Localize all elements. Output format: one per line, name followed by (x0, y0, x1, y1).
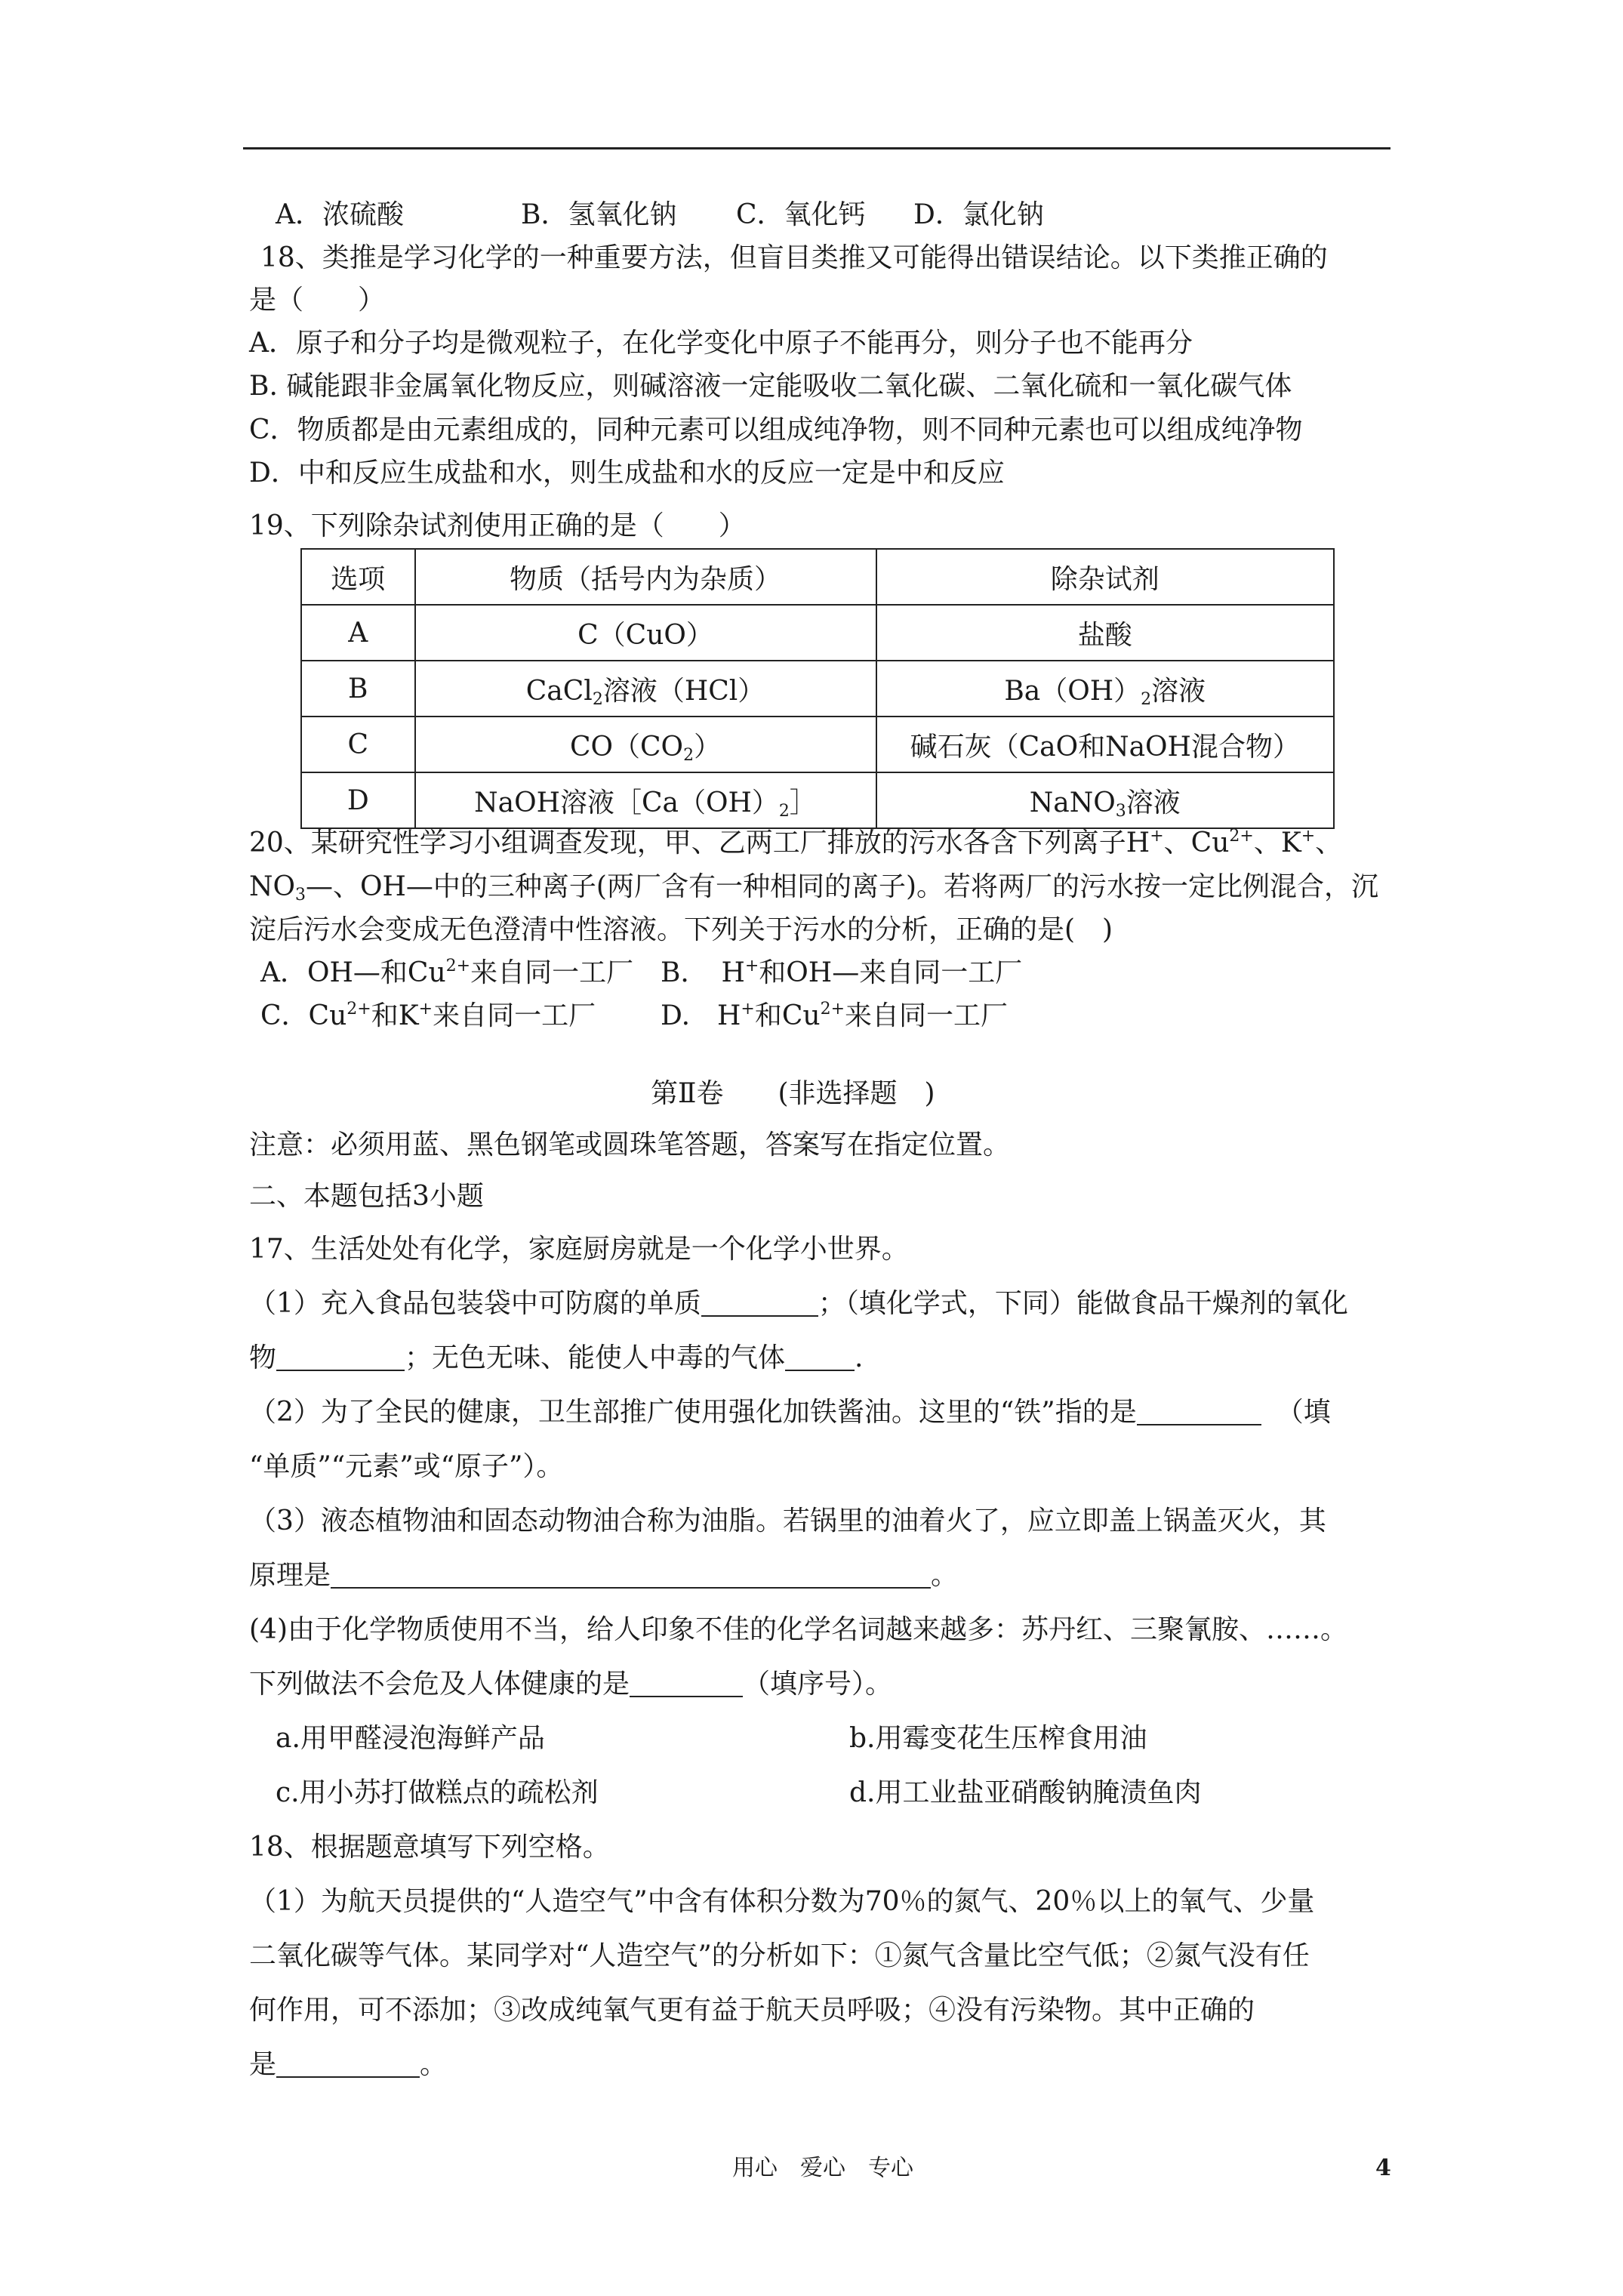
q17-part4-line2 (249, 1666, 892, 1703)
subscript: 2 (1141, 689, 1152, 709)
q17-text: （填序号）。 (743, 1669, 893, 1700)
reagent-text: 溶液 (1126, 787, 1181, 818)
option-b: B．氢氧化钠 (521, 199, 677, 230)
substance-text: ） (694, 731, 722, 763)
q17-choices-cd (276, 1774, 1202, 1812)
q20-option-b (661, 954, 1022, 992)
cell-substance (415, 772, 876, 828)
superscript: 2+ (1229, 827, 1254, 846)
header-option: 选项 (301, 549, 415, 605)
q19-stem: 19、下列除杂试剂使用正确的是（ ） (249, 510, 746, 541)
reagent-text: 碱石灰（CaO和NaOH混合物） (910, 731, 1300, 763)
q17-choices-ab (276, 1720, 1147, 1758)
q20-text: 来自同一工厂 (845, 1000, 1009, 1031)
q17-text: 原理是 (249, 1560, 331, 1591)
q20-text: NO (249, 871, 296, 902)
superscript: 2+ (820, 1000, 845, 1019)
q20-text: 和K (371, 1000, 419, 1031)
superscript: 2+ (346, 1000, 371, 1019)
choice-a: a.用甲醛浸泡海鲜产品 (276, 1723, 545, 1754)
q20-options-ab (260, 954, 1022, 992)
cell-reagent (876, 717, 1334, 772)
cell-reagent (876, 605, 1334, 661)
answer-blank[interactable] (331, 1561, 931, 1589)
q20-text: 来自同一工厂 (470, 957, 634, 988)
substance-text: CaCl (525, 675, 593, 707)
header-reagent: 除杂试剂 (876, 549, 1334, 605)
q17-text: 物 (249, 1342, 277, 1373)
substance-text: ］ (789, 787, 817, 818)
q20-line1 (249, 824, 1342, 862)
q17-part2-line1 (249, 1394, 1331, 1432)
table-row (301, 717, 1334, 772)
q20-text: A．OH—和Cu (260, 957, 446, 988)
q20-text: 和Cu (754, 1000, 821, 1031)
answer-blank[interactable] (276, 1344, 405, 1371)
section-title: 第Ⅱ卷 (非选择题 ) (651, 1078, 935, 1109)
reagent-text: 盐酸 (1077, 619, 1132, 651)
cell-option: C (301, 717, 415, 772)
q17-text: ；无色无味、能使人中毒的气体 (405, 1342, 786, 1373)
superscript: + (1150, 827, 1164, 846)
q20-text: 、 (1315, 827, 1343, 858)
header-substance: 物质（括号内为杂质） (415, 549, 876, 605)
q17-stem: 17、生活处处有化学，家庭厨房就是一个化学小世界。 (249, 1234, 909, 1265)
answer-blank[interactable] (701, 1290, 818, 1317)
q20-text: 和OH—来自同一工厂 (759, 957, 1023, 988)
q20-text: 、Cu (1163, 827, 1230, 858)
q20-text: 、K (1253, 827, 1301, 858)
cell-option: A (301, 605, 415, 661)
q18a-stem-line1: 18、类推是学习化学的一种重要方法，但盲目类推又可能得出错误结论。以下类推正确的 (260, 242, 1328, 273)
reagent-text: Ba（OH） (1004, 675, 1141, 707)
section-note: 注意：必须用蓝、黑色钢笔或圆珠笔答题，答案写在指定位置。 (249, 1130, 1011, 1160)
q18b-text: 是 (249, 2049, 277, 2080)
superscript: + (1301, 827, 1316, 846)
q17-text: 下列做法不会危及人体健康的是 (249, 1669, 630, 1700)
cell-option: D (301, 772, 415, 828)
q18a-option-c: C．物质都是由元素组成的，同种元素可以组成纯净物，则不同种元素也可以组成纯净物 (249, 415, 1303, 445)
q18b-line1: （1）为航天员提供的“人造空气”中含有体积分数为70％的氮气、20％以上的氧气、少量 (249, 1886, 1315, 1917)
choice-c: c.用小苏打做糕点的疏松剂 (276, 1777, 599, 1808)
superscript: 2+ (445, 957, 471, 975)
q20-text: 来自同一工厂 (433, 1000, 596, 1031)
q20-option-d (661, 997, 1008, 1035)
q20-line3: 淀后污水会变成无色澄清中性溶液。下列关于污水的分析，正确的是( ) (249, 914, 1113, 945)
q20-option-a (260, 954, 661, 992)
superscript: + (418, 1000, 433, 1019)
cell-reagent (876, 772, 1334, 828)
subscript: 2 (778, 801, 790, 821)
header-rule (243, 147, 1390, 149)
reagent-text: 溶液 (1151, 675, 1206, 707)
q20-text: 20、某研究性学习小组调查发现，甲、乙两工厂排放的污水各含下列离子H (249, 827, 1150, 858)
subscript: 2 (592, 689, 603, 709)
substance-text: C（CuO） (577, 619, 713, 651)
choice-d: d.用工业盐亚硝酸钠腌渍鱼肉 (849, 1777, 1202, 1808)
superscript: + (741, 1000, 755, 1019)
q18b-line4 (249, 2046, 447, 2084)
q18a-option-a: A．原子和分子均是微观粒子，在化学变化中原子不能再分，则分子也不能再分 (249, 328, 1193, 359)
q20-text: —、OH—中的三种离子(两厂含有一种相同的离子)。若将两厂的污水按一定比例混合，沉 (306, 871, 1379, 902)
q17-part4-line1: (4)由于化学物质使用不当，给人印象不佳的化学名词越来越多：苏丹红、三聚氰胺、……。 (249, 1614, 1347, 1645)
subscript: 3 (295, 886, 306, 905)
substance-text: 溶液（HCl） (602, 675, 765, 707)
reagent-text: NaNO (1029, 787, 1116, 818)
option-d: D．氯化钠 (913, 199, 1044, 230)
q18b-line3: 何作用，可不添加；③改成纯氧气更有益于航天员呼吸；④没有污染物。其中正确的 (249, 1995, 1255, 2026)
q17-part2-line2: “单质”“元素”或“原子”）。 (249, 1451, 564, 1482)
q20-text: D. H (661, 1000, 741, 1031)
table-row (301, 605, 1334, 661)
q17-text: . (855, 1342, 864, 1373)
table-row (301, 772, 1334, 828)
substance-text: NaOH溶液［Ca（OH） (474, 787, 779, 818)
answer-blank[interactable] (785, 1344, 855, 1371)
q18a-option-d: D．中和反应生成盐和水，则生成盐和水的反应一定是中和反应 (249, 458, 1005, 488)
q18a-option-b: B. 碱能跟非金属氧化物反应，则碱溶液一定能吸收二氧化碳、二氧化硫和一氧化碳气体 (249, 371, 1292, 402)
table-row (301, 661, 1334, 717)
cell-reagent (876, 661, 1334, 717)
q18b-stem: 18、根据题意填写下列空格。 (249, 1832, 610, 1863)
cell-substance (415, 717, 876, 772)
cell-substance (415, 661, 876, 717)
cell-substance (415, 605, 876, 661)
cell-option: B (301, 661, 415, 717)
subscript: 3 (1115, 801, 1126, 821)
q17-text: （2）为了全民的健康，卫生部推广使用强化加铁酱油。这里的“铁”指的是 (249, 1397, 1137, 1428)
q18b-line2: 二氧化碳等气体。某同学对“人造空气”的分析如下：①氮气含量比空气低；②氮气没有任 (249, 1940, 1310, 1971)
q17-text: （1）充入食品包装袋中可防腐的单质 (249, 1288, 701, 1319)
answer-blank[interactable] (276, 2051, 420, 2078)
q20-line2 (249, 868, 1378, 906)
option-a: A．浓硫酸 (276, 199, 404, 230)
choice-b: b.用霉变花生压榨食用油 (849, 1723, 1147, 1754)
impurity-table (300, 548, 1335, 829)
answer-blank[interactable] (1137, 1398, 1261, 1425)
answer-blank[interactable] (630, 1670, 743, 1697)
q20-option-c (260, 997, 661, 1035)
q20-text: B． H (661, 957, 745, 988)
q20-text: C．Cu (260, 1000, 347, 1031)
q17-text: ；（填化学式，下同）能做食品干燥剂的氧化 (818, 1288, 1348, 1319)
page-number: 4 (1375, 2155, 1391, 2181)
q17-part3-line1: （3）液态植物油和固态动物油合称为油脂。若锅里的油着火了，应立即盖上锅盖灭火，其 (249, 1505, 1326, 1536)
option-c: C．氧化钙 (736, 199, 866, 230)
q17-part1-line1 (249, 1285, 1348, 1323)
q18b-text: 。 (420, 2049, 448, 2080)
q17-part1-line2 (249, 1339, 863, 1377)
subscript: 2 (683, 745, 694, 765)
q17-text: （填 (1276, 1397, 1331, 1428)
q17-text: 。 (931, 1560, 959, 1591)
table-header-row (301, 549, 1334, 605)
section-part: 二、本题包括3小题 (249, 1181, 484, 1212)
top-options (276, 196, 1044, 234)
q20-options-cd (260, 997, 1008, 1035)
q17-part3-line2 (249, 1557, 958, 1595)
superscript: + (744, 957, 759, 975)
substance-text: CO（CO (569, 731, 684, 763)
q18a-stem-line2: 是（ ） (249, 285, 386, 316)
footer-motto: 用心 爱心 专心 (732, 2155, 913, 2181)
